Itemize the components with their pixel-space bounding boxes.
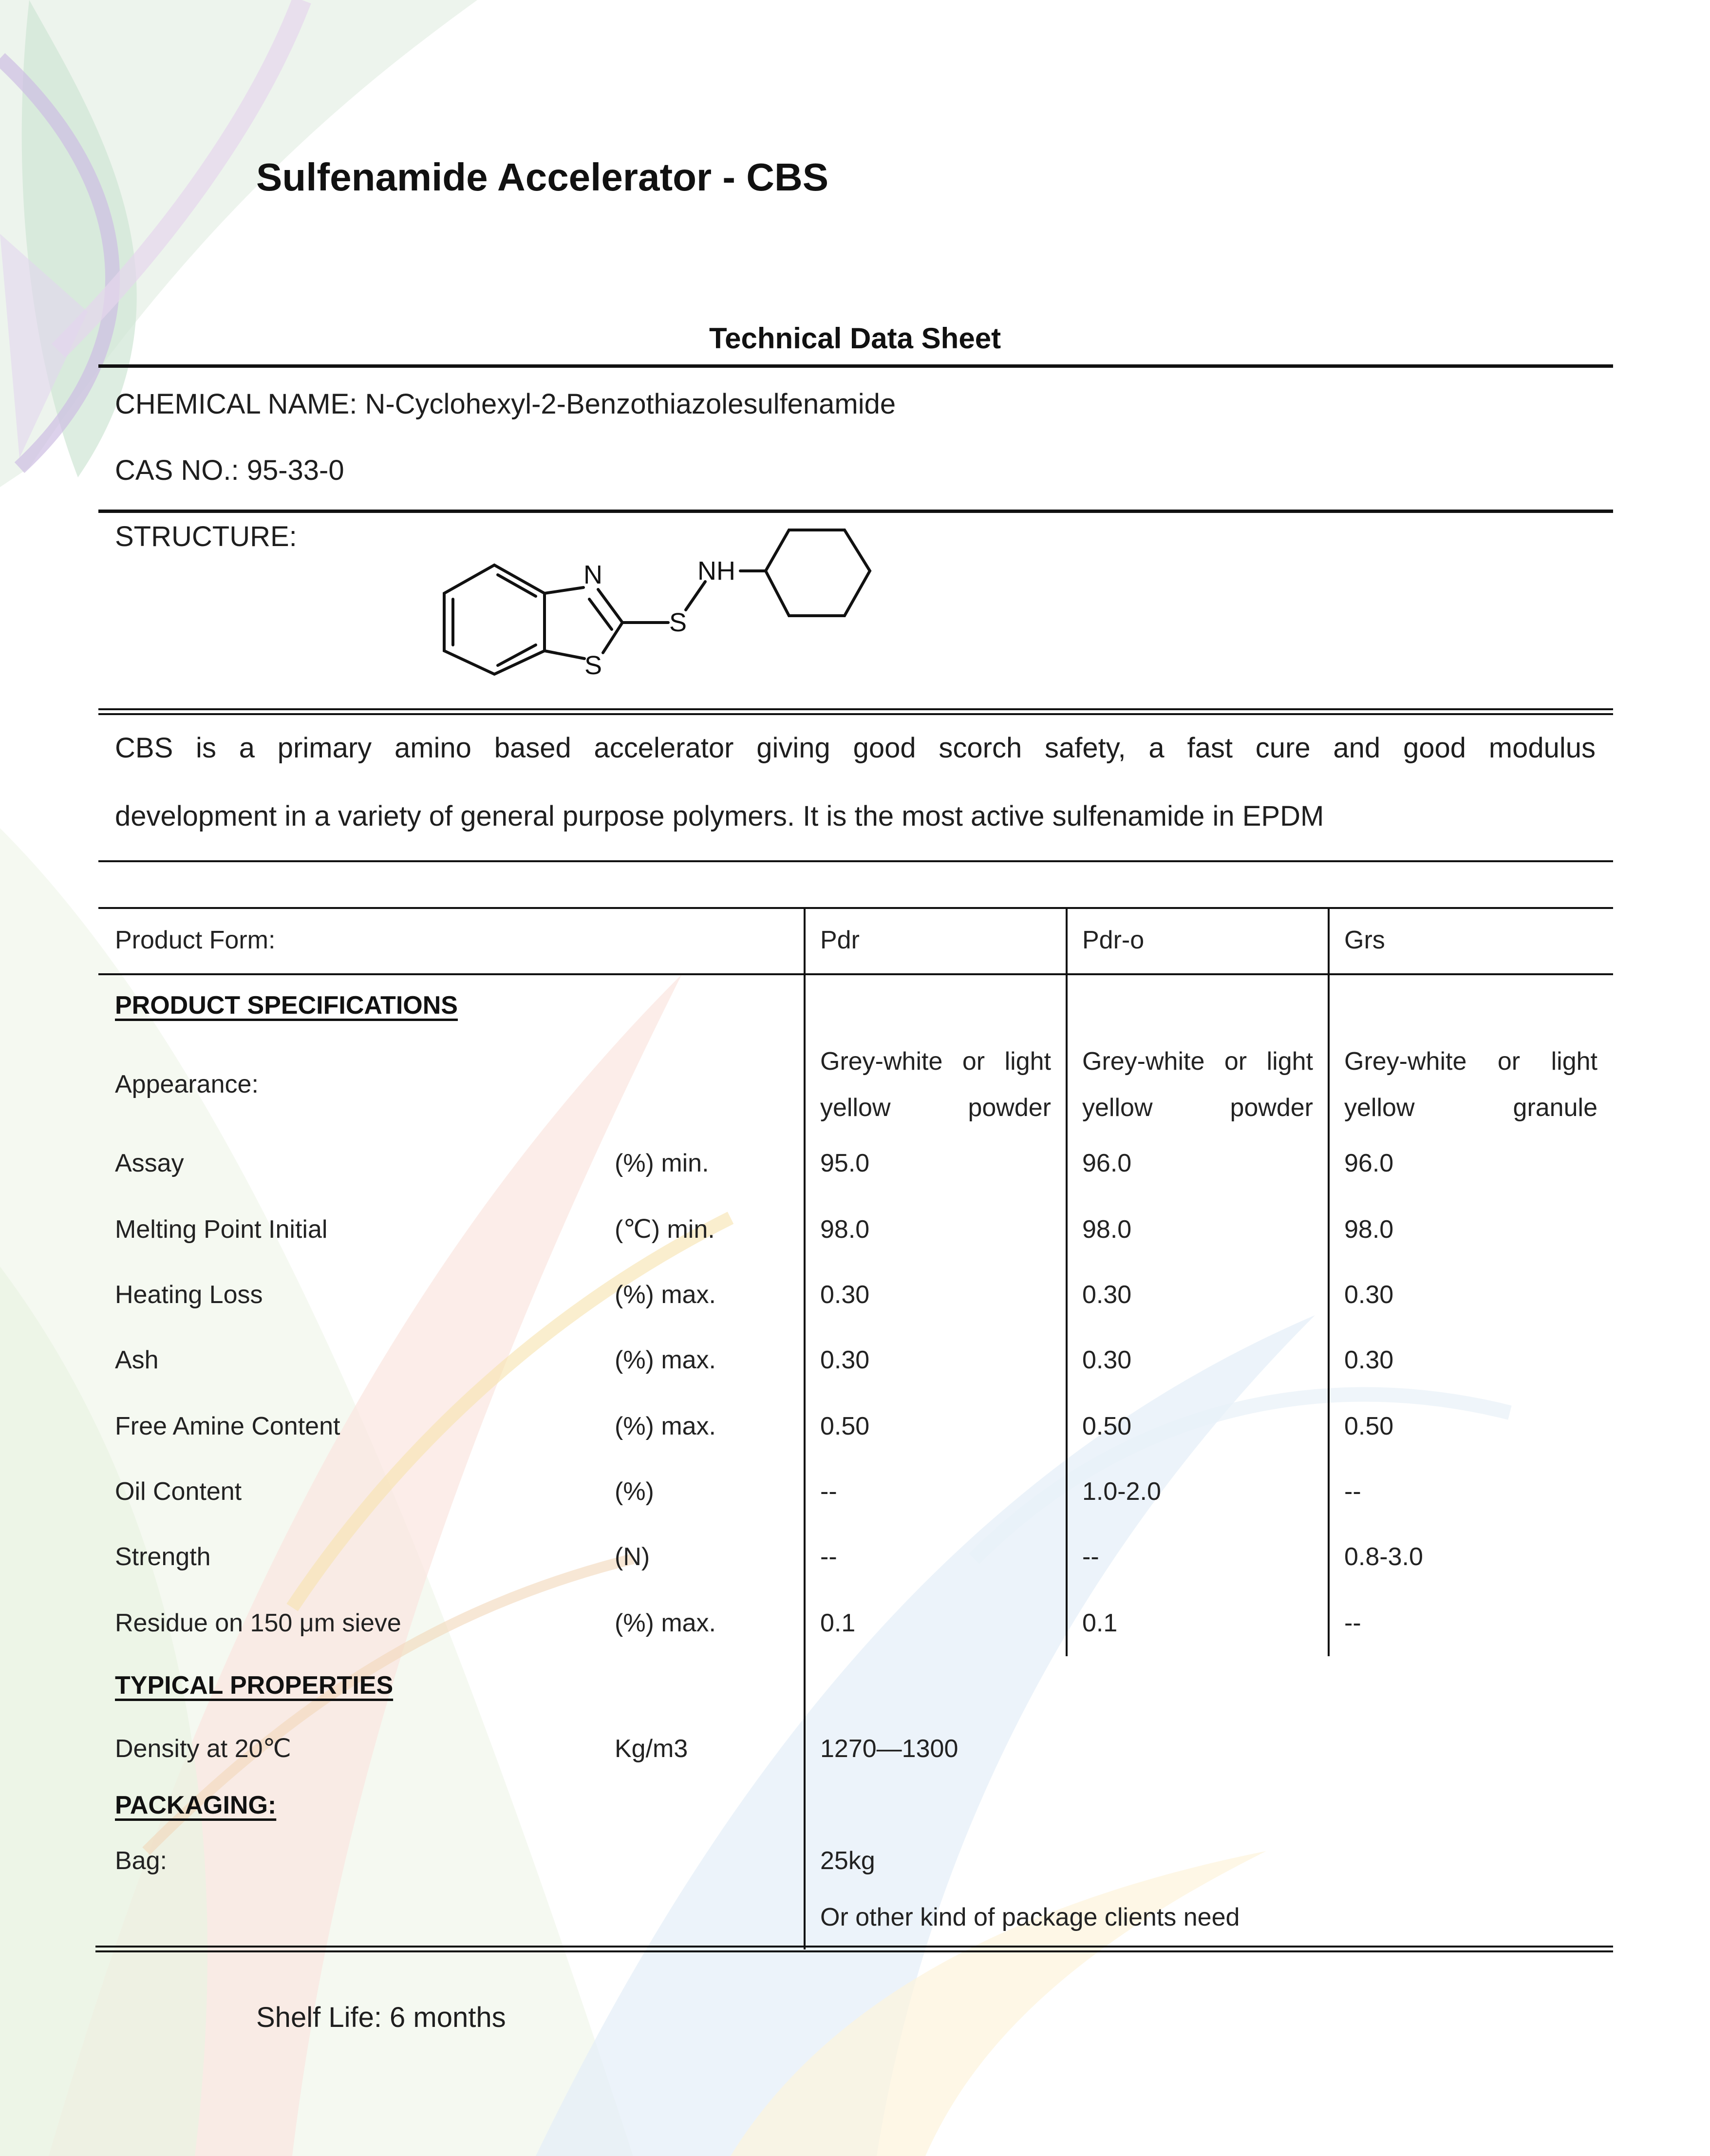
spec-value-grs: 0.8-3.0 <box>1344 1543 1423 1571</box>
product-form-label: Product Form: <box>115 926 276 954</box>
spec-value-pdr: 0.1 <box>820 1609 856 1637</box>
bag-note: Or other kind of package clients need <box>820 1903 1240 1931</box>
table-column-divider <box>804 907 806 1949</box>
description-line-1: CBS is a primary amino based accelerator giving good scorch safety, a fast cure and good modulus <box>115 732 1596 764</box>
spec-value-pdr: -- <box>820 1543 837 1571</box>
spec-name: Residue on 150 μm sieve <box>115 1609 401 1637</box>
spec-value-pdr-o: 0.30 <box>1082 1281 1132 1309</box>
spec-unit: (%) min. <box>615 1149 709 1177</box>
cas-number: CAS NO.: 95-33-0 <box>115 454 344 486</box>
appearance-pdr: Grey-white or light yellow powder <box>820 1047 1051 1122</box>
spec-value-pdr-o: 0.1 <box>1082 1609 1118 1637</box>
spec-name: Assay <box>115 1149 184 1177</box>
bag-label: Bag: <box>115 1847 167 1875</box>
spec-value-pdr-o: -- <box>1082 1543 1099 1571</box>
appearance-pdr-o: Grey-white or light yellow powder <box>1082 1047 1313 1122</box>
divider <box>98 364 1613 368</box>
spec-value-pdr-o: 98.0 <box>1082 1215 1132 1244</box>
spec-value-pdr: 98.0 <box>820 1215 870 1244</box>
spec-name: Oil Content <box>115 1477 242 1506</box>
chemical-structure-diagram <box>429 507 886 687</box>
table-header-border <box>98 973 1613 975</box>
spec-name: Free Amine Content <box>115 1412 340 1440</box>
spec-value-grs: 96.0 <box>1344 1149 1394 1177</box>
bag-value: 25kg <box>820 1847 875 1875</box>
table-bottom-border <box>95 1950 1613 1952</box>
divider <box>98 713 1613 715</box>
spec-unit: (%) max. <box>615 1281 716 1309</box>
product-specifications-heading: PRODUCT SPECIFICATIONS <box>115 991 458 1020</box>
typical-properties-heading: TYPICAL PROPERTIES <box>115 1671 394 1700</box>
spec-name: Melting Point Initial <box>115 1215 328 1244</box>
density-label: Density at 20℃ <box>115 1735 291 1763</box>
table-bottom-border <box>95 1946 1613 1948</box>
spec-value-grs: 0.50 <box>1344 1412 1394 1440</box>
spec-value-pdr: 0.30 <box>820 1346 870 1374</box>
atom-s-link: S <box>669 608 687 637</box>
document-subtitle: Technical Data Sheet <box>709 322 1001 355</box>
atom-nh: NH <box>697 556 735 586</box>
spec-value-grs: -- <box>1344 1609 1361 1637</box>
structure-label: STRUCTURE: <box>115 521 297 552</box>
spec-unit: (N) <box>615 1543 650 1571</box>
appearance-label: Appearance: <box>115 1070 259 1098</box>
chemical-name: CHEMICAL NAME: N-Cyclohexyl-2-Benzothiazolesulfenamide <box>115 388 896 420</box>
spec-unit: (℃) min. <box>615 1215 715 1244</box>
spec-value-pdr: 0.30 <box>820 1281 870 1309</box>
spec-value-pdr-o: 96.0 <box>1082 1149 1132 1177</box>
appearance-grs: Grey-white or light yellow granule <box>1344 1047 1597 1122</box>
spec-unit: (%) max. <box>615 1412 716 1440</box>
spec-value-grs: -- <box>1344 1477 1361 1506</box>
spec-unit: (%) max. <box>615 1609 716 1637</box>
spec-value-grs: 98.0 <box>1344 1215 1394 1244</box>
table-column-divider <box>1066 907 1068 1656</box>
spec-name: Strength <box>115 1543 211 1571</box>
page-title: Sulfenamide Accelerator - CBS <box>256 155 829 199</box>
spec-value-grs: 0.30 <box>1344 1281 1394 1309</box>
column-header-grs: Grs <box>1344 926 1385 954</box>
spec-name: Heating Loss <box>115 1281 263 1309</box>
spec-value-pdr: -- <box>820 1477 837 1506</box>
table-column-divider <box>1328 907 1330 1656</box>
spec-unit: (%) <box>615 1477 654 1506</box>
shelf-life: Shelf Life: 6 months <box>256 2002 506 2033</box>
description-line-2: development in a variety of general purpose polymers. It is the most active sulfenamide in EPDM <box>115 800 1324 832</box>
atom-s-ring: S <box>584 651 602 680</box>
spec-name: Ash <box>115 1346 159 1374</box>
spec-value-pdr-o: 0.50 <box>1082 1412 1132 1440</box>
density-value: 1270—1300 <box>820 1735 958 1763</box>
column-header-pdr: Pdr <box>820 926 860 954</box>
spec-value-pdr-o: 0.30 <box>1082 1346 1132 1374</box>
packaging-heading: PACKAGING: <box>115 1791 277 1819</box>
column-header-pdr-o: Pdr-o <box>1082 926 1145 954</box>
spec-value-pdr: 95.0 <box>820 1149 870 1177</box>
density-unit: Kg/m3 <box>615 1735 688 1763</box>
spec-unit: (%) max. <box>615 1346 716 1374</box>
table-top-border <box>98 907 1613 909</box>
spec-value-grs: 0.30 <box>1344 1346 1394 1374</box>
spec-value-pdr: 0.50 <box>820 1412 870 1440</box>
divider <box>98 860 1613 862</box>
atom-n: N <box>583 560 602 589</box>
spec-value-pdr-o: 1.0-2.0 <box>1082 1477 1161 1506</box>
divider <box>98 708 1613 710</box>
